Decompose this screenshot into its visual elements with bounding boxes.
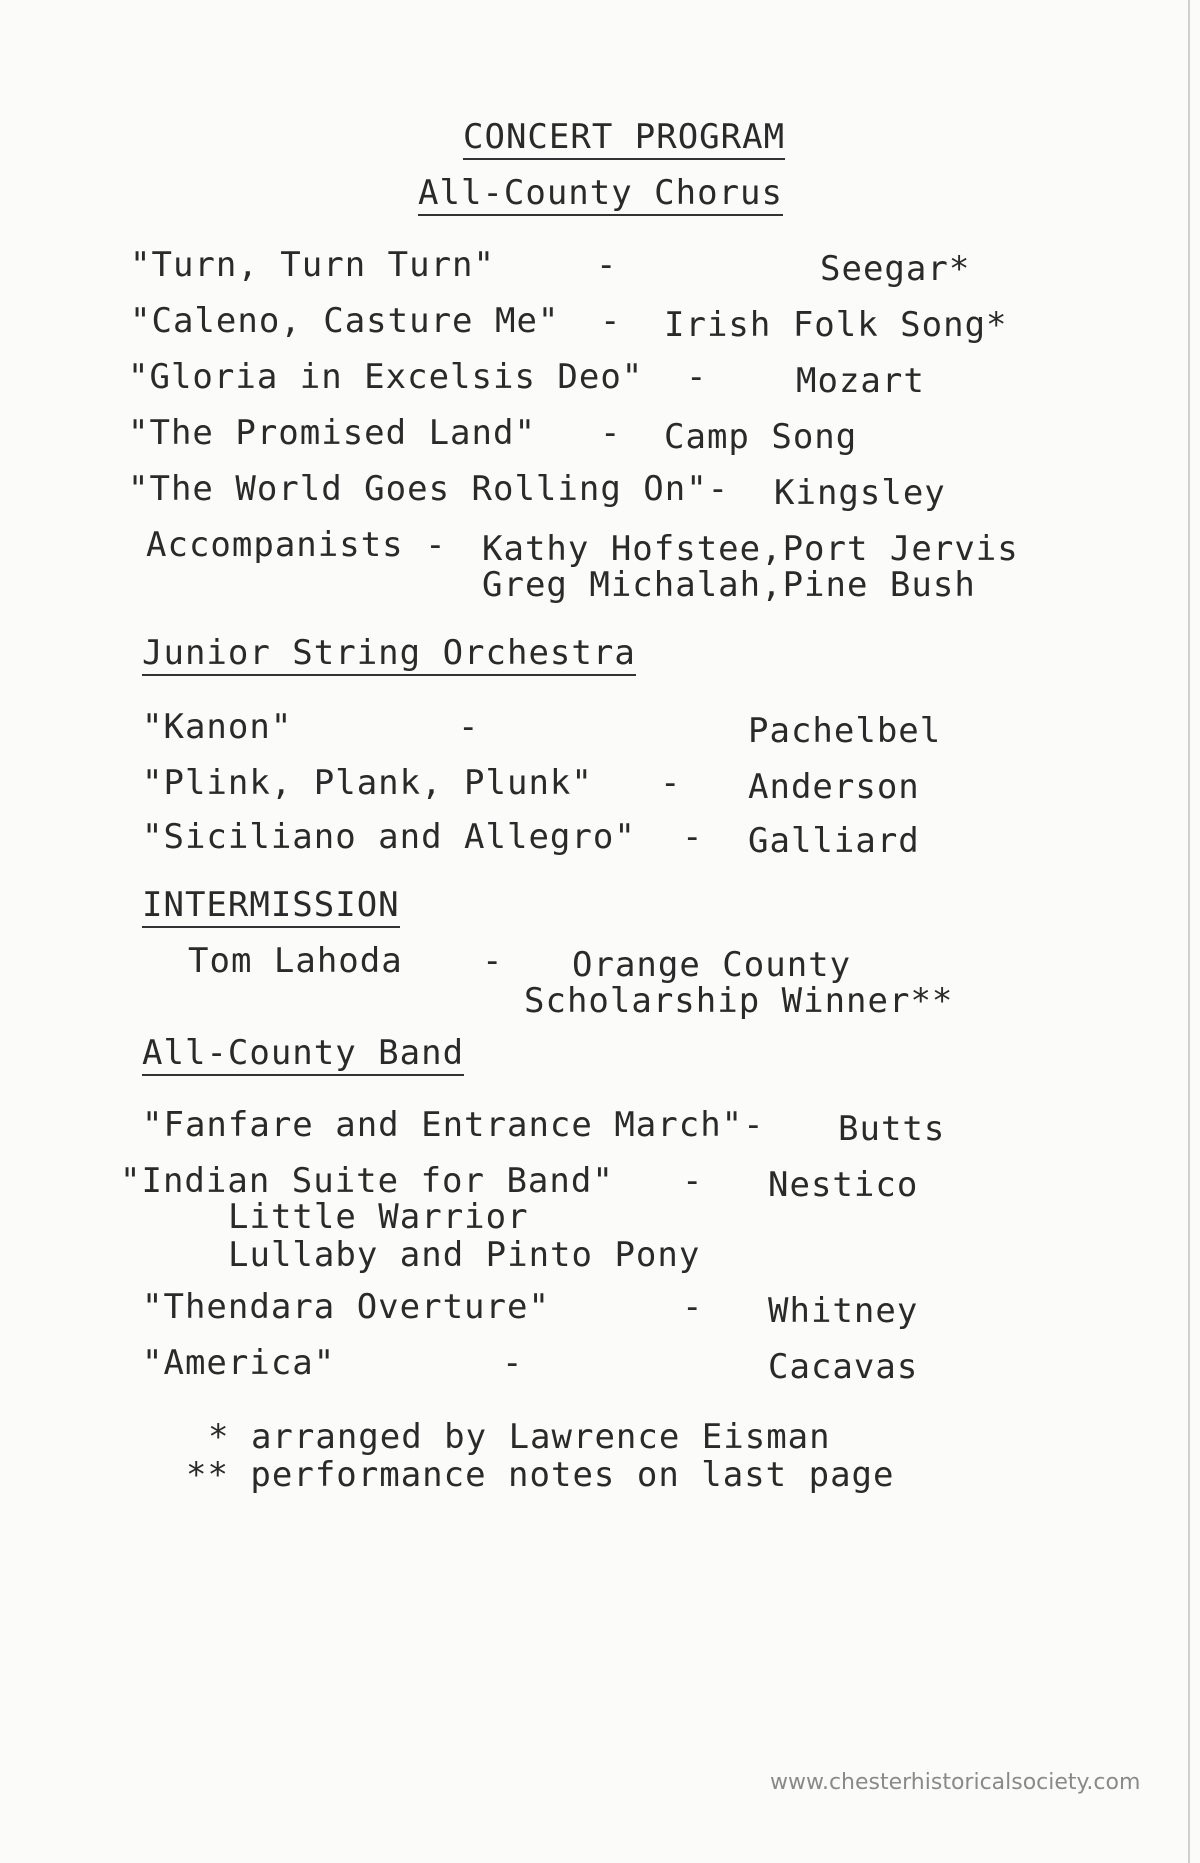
piece-title: "Siciliano and Allegro": [142, 817, 636, 857]
composer: Galliard: [748, 821, 920, 861]
band-sub-item-2: Lullaby and Pinto Pony: [228, 1235, 701, 1275]
dash: -: [458, 707, 480, 747]
composer: Mozart: [796, 361, 925, 401]
piece-title: "Kanon": [142, 707, 293, 747]
dash: -: [682, 817, 704, 857]
composer: Anderson: [748, 767, 920, 807]
watermark-url: www.chesterhistoricalsociety.com: [770, 1770, 1141, 1795]
piece-title: "Thendara Overture": [142, 1287, 550, 1327]
composer: Cacavas: [768, 1347, 919, 1387]
piece-title: "The Promised Land": [128, 413, 536, 453]
dash: -: [682, 1287, 704, 1327]
dash: -: [600, 301, 622, 341]
composer: Camp Song: [664, 417, 858, 457]
page-title: CONCERT PROGRAM: [463, 118, 785, 160]
accompanists-label: Accompanists -: [146, 525, 447, 565]
chorus-heading: All-County Chorus: [418, 174, 783, 216]
dash: -: [482, 941, 504, 981]
footnote-2: ** performance notes on last page: [186, 1455, 895, 1495]
intermission-note-2: Scholarship Winner**: [524, 981, 954, 1021]
composer: Seegar*: [820, 249, 971, 289]
piece-title: "Gloria in Excelsis Deo": [128, 357, 644, 397]
dash: -: [682, 1161, 704, 1201]
piece-title: "America": [142, 1343, 336, 1383]
accompanist-2: Greg Michalah,Pine Bush: [482, 565, 976, 605]
dash: -: [596, 245, 618, 285]
composer: Butts: [838, 1109, 946, 1149]
piece-title: "Caleno, Casture Me": [130, 301, 560, 341]
band-heading: All-County Band: [142, 1034, 464, 1076]
piece-title: "Indian Suite for Band": [120, 1161, 614, 1201]
dash: -: [600, 413, 622, 453]
composer: Nestico: [768, 1165, 919, 1205]
piece-title: "Fanfare and Entrance March"-: [142, 1105, 765, 1145]
piece-title: "The World Goes Rolling On"-: [128, 469, 730, 509]
dash: -: [686, 357, 708, 397]
performer-name: Tom Lahoda: [188, 941, 403, 981]
dash: -: [660, 763, 682, 803]
piece-title: "Turn, Turn Turn": [130, 245, 495, 285]
accompanist-1: Kathy Hofstee,Port Jervis: [482, 529, 1019, 569]
page-edge-shadow: [1188, 0, 1190, 1863]
piece-title: "Plink, Plank, Plunk": [142, 763, 593, 803]
intermission-note-1: Orange County: [572, 945, 852, 985]
composer: Whitney: [768, 1291, 919, 1331]
footnote-1: * arranged by Lawrence Eisman: [208, 1417, 831, 1457]
strings-heading: Junior String Orchestra: [142, 634, 636, 676]
composer: Irish Folk Song*: [664, 305, 1008, 345]
composer: Pachelbel: [748, 711, 942, 751]
intermission-heading: INTERMISSION: [142, 886, 400, 928]
dash: -: [502, 1343, 524, 1383]
band-sub-item-1: Little Warrior: [228, 1197, 529, 1237]
composer: Kingsley: [774, 473, 946, 513]
